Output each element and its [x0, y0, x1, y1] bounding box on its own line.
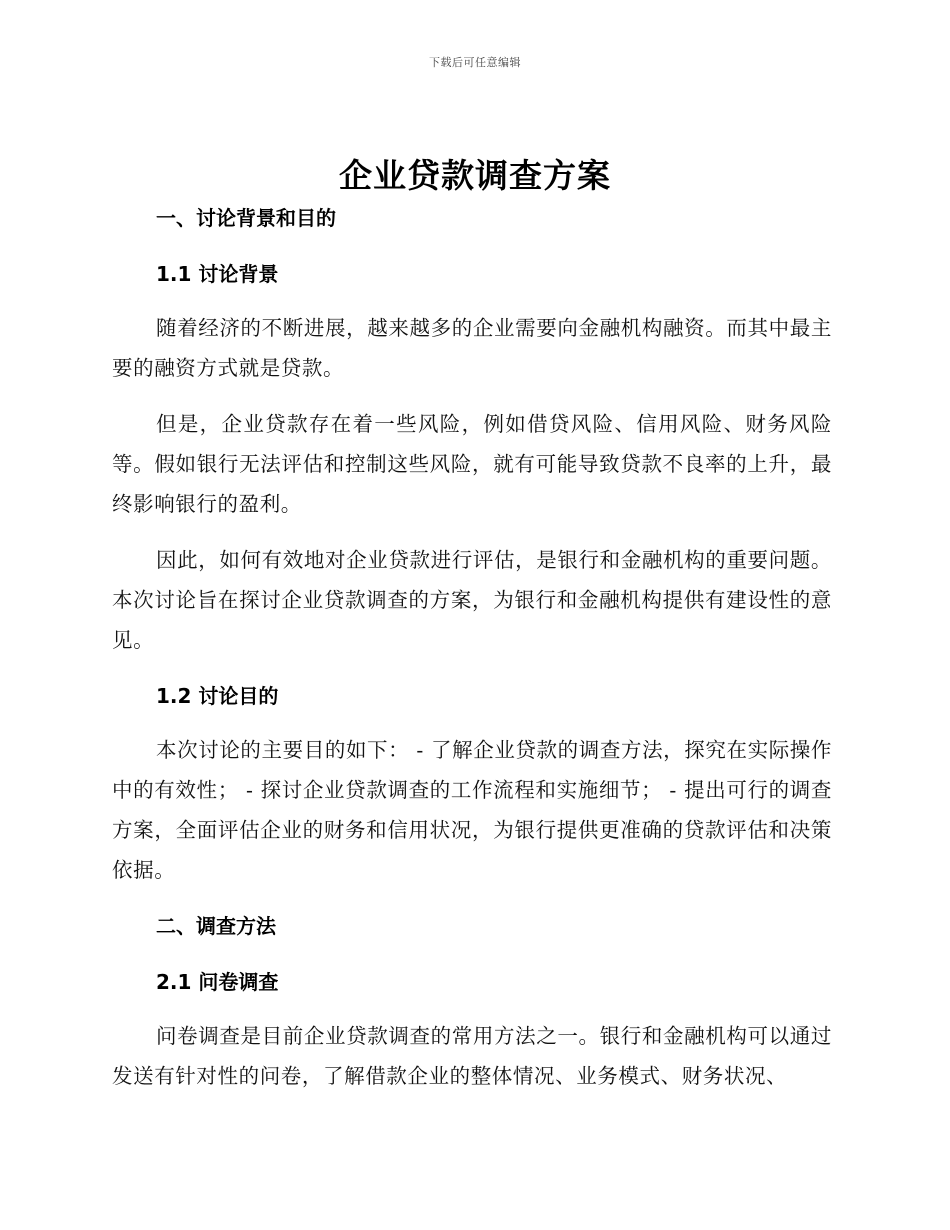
section-heading-1: 一、讨论背景和目的	[156, 206, 336, 230]
paragraph-purpose: 本次讨论的主要目的如下： - 了解企业贷款的调查方法，探究在实际操作中的有效性； - 探讨企业贷款调查的工作流程和实施细节； - 提出可行的调查方案，全面评估企业的财务和信用状况，为银行提供更准确的贷款评估和决策依据。	[112, 738, 832, 882]
document-title: 企业贷款调查方案	[339, 156, 611, 195]
paragraph-background-2: 但是，企业贷款存在着一些风险，例如借贷风险、信用风险、财务风险等。假如银行无法评估和控制这些风险，就有可能导致贷款不良率的上升，最终影响银行的盈利。	[112, 412, 832, 516]
header-note: 下载后可任意编辑	[429, 56, 521, 69]
subsection-heading-2-1: 2.1 问卷调查	[156, 970, 279, 994]
paragraph-background-1: 随着经济的不断进展，越来越多的企业需要向金融机构融资。而其中最主要的融资方式就是贷款。	[112, 316, 832, 380]
document-body	[112, 198, 832, 1112]
section-heading-2: 二、调查方法	[156, 914, 276, 938]
paragraph-questionnaire: 问卷调查是目前企业贷款调查的常用方法之一。银行和金融机构可以通过发送有针对性的问卷，了解借款企业的整体情况、业务模式、财务状况、	[112, 1024, 832, 1088]
subsection-heading-1-2: 1.2 讨论目的	[156, 684, 279, 708]
paragraph-background-3: 因此，如何有效地对企业贷款进行评估，是银行和金融机构的重要问题。本次讨论旨在探讨企业贷款调查的方案，为银行和金融机构提供有建设性的意见。	[112, 548, 832, 652]
subsection-heading-1-1: 1.1 讨论背景	[156, 262, 279, 286]
